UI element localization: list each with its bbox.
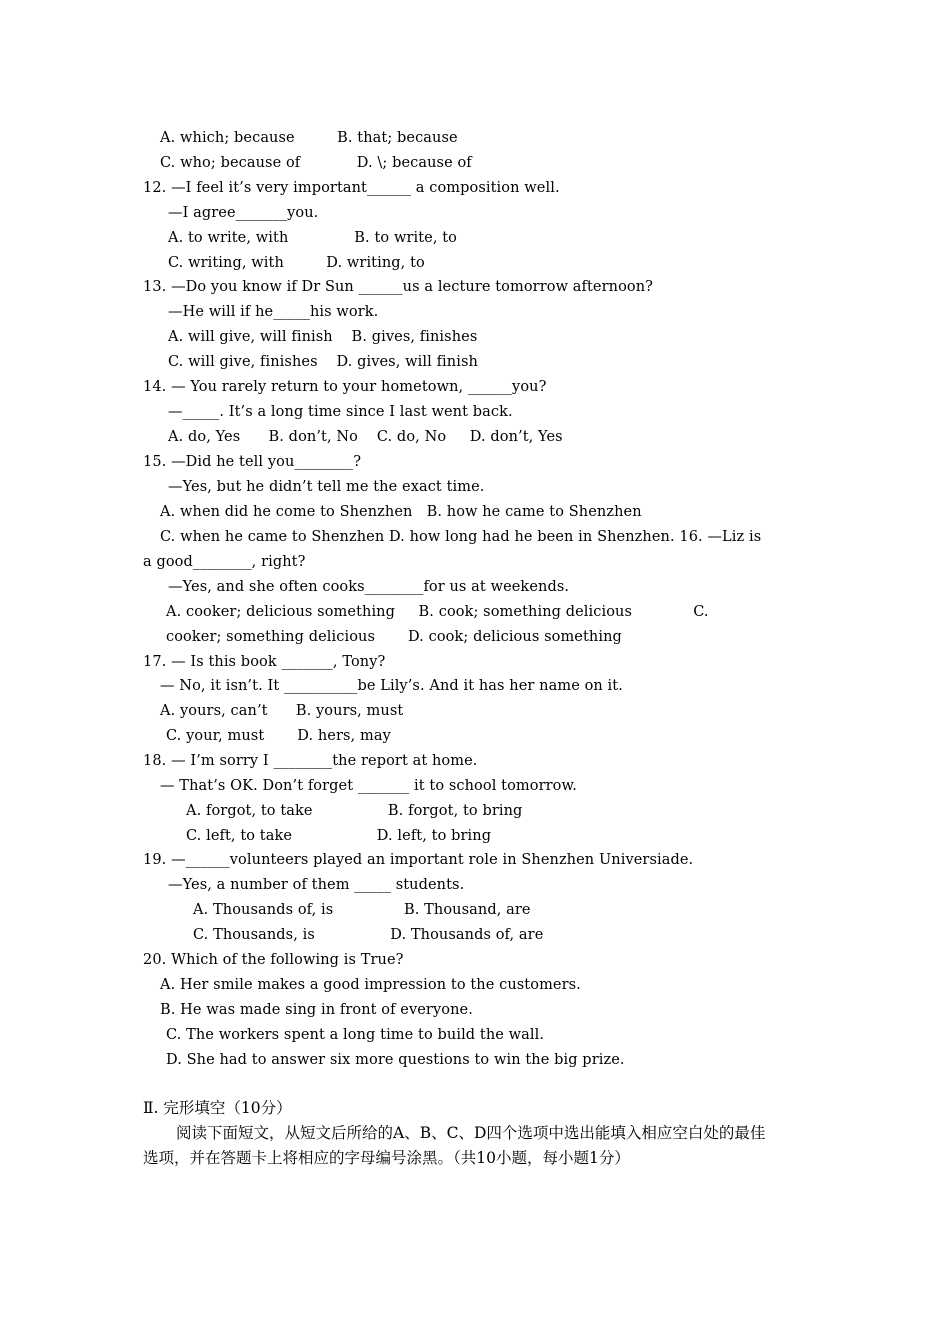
question-line: A. yours, can’t B. yours, must <box>160 703 404 719</box>
question-line: a good________, right? <box>143 554 306 570</box>
question-line: 19. —______volunteers played an important role in Shenzhen Universiade. <box>143 852 694 868</box>
question-line: C. your, must D. hers, may <box>166 728 391 744</box>
question-line: A. Her smile makes a good impression to the customers. <box>160 977 581 993</box>
question-line: C. when he came to Shenzhen D. how long had he been in Shenzhen. 16. —Liz is <box>160 529 762 545</box>
question-line: D. She had to answer six more questions to win the big prize. <box>166 1052 625 1068</box>
question-line: A. which; because B. that; because <box>160 130 458 146</box>
question-line: 13. —Do you know if Dr Sun ______us a lecture tomorrow afternoon? <box>143 279 654 295</box>
question-line: —He will if he_____his work. <box>168 304 379 320</box>
section-instructions-line-2: 选项，并在答题卡上将相应的字母编号涂黑。（共10小题，每小题1分） <box>143 1149 630 1167</box>
question-line: B. He was made sing in front of everyone. <box>160 1002 473 1018</box>
question-line: —_____. It’s a long time since I last went back. <box>168 404 513 420</box>
question-line: 17. — Is this book _______, Tony? <box>143 654 386 670</box>
question-line: 15. —Did he tell you________? <box>143 454 362 470</box>
question-line: — That’s OK. Don’t forget _______ it to school tomorrow. <box>160 778 577 794</box>
section-instructions-line-1: 阅读下面短文，从短文后所给的A、B、C、D四个选项中选出能填入相应空白处的最佳 <box>176 1124 766 1142</box>
question-line: A. forgot, to take B. forgot, to bring <box>186 803 523 819</box>
question-line: —Yes, a number of them _____ students. <box>168 877 465 893</box>
question-line: —I agree_______you. <box>168 205 319 221</box>
question-line: A. do, Yes B. don’t, No C. do, No D. don’t, Yes <box>168 429 563 445</box>
question-line: A. will give, will finish B. gives, finishes <box>168 329 478 345</box>
question-line: —Yes, and she often cooks________for us at weekends. <box>168 579 570 595</box>
question-line: A. to write, with B. to write, to <box>168 230 458 246</box>
question-line: — No, it isn’t. It __________be Lily’s. And it has her name on it. <box>160 678 623 694</box>
question-line: C. writing, with D. writing, to <box>168 255 425 271</box>
question-line: 12. —I feel it’s very important______ a composition well. <box>143 180 560 196</box>
question-line: A. cooker; delicious something B. cook; something delicious C. <box>166 604 709 620</box>
question-line: A. Thousands of, is B. Thousand, are <box>193 902 531 918</box>
question-line: cooker; something delicious D. cook; delicious something <box>166 629 622 645</box>
question-line: 18. — I’m sorry I ________the report at home. <box>143 753 478 769</box>
question-line: C. The workers spent a long time to build the wall. <box>166 1027 545 1043</box>
question-line: C. will give, finishes D. gives, will finish <box>168 354 478 370</box>
question-line: —Yes, but he didn’t tell me the exact time. <box>168 479 485 495</box>
question-line: C. who; because of D. \; because of <box>160 155 472 171</box>
question-line: C. Thousands, is D. Thousands of, are <box>193 927 544 943</box>
question-line: 20. Which of the following is True? <box>143 952 404 968</box>
question-line: C. left, to take D. left, to bring <box>186 828 492 844</box>
question-line: 14. — You rarely return to your hometown, ______you? <box>143 379 547 395</box>
section-heading: Ⅱ. 完形填空（10分） <box>143 1099 292 1117</box>
question-line: A. when did he come to Shenzhen B. how he came to Shenzhen <box>160 504 642 520</box>
